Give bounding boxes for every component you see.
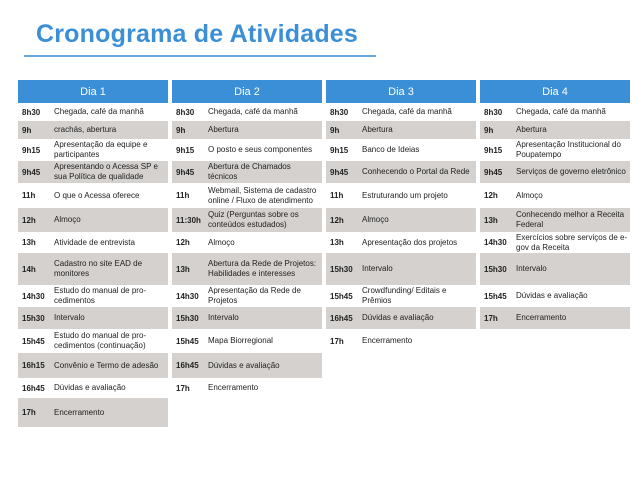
activity-cell: Encerramento [54, 407, 105, 417]
table-row [326, 208, 476, 232]
activity-cell: Webmail, Sistema de cadastro online / Fluxo de atendimento [208, 185, 317, 205]
time-cell: 12h [22, 215, 36, 225]
time-cell: 8h30 [330, 107, 349, 117]
day-1-column [18, 80, 168, 417]
time-cell: 15h30 [176, 313, 199, 323]
table-row [18, 329, 168, 353]
table-row [172, 208, 322, 232]
table-row [172, 121, 322, 139]
table-row [18, 232, 168, 253]
time-cell: 13h [330, 238, 344, 247]
table-row [480, 208, 630, 232]
time-cell: 11h [22, 191, 36, 200]
time-cell: 17h [22, 408, 36, 417]
table-row [480, 161, 630, 183]
table-row [18, 398, 168, 427]
table-row [480, 183, 630, 208]
activity-cell: Encerramento [362, 336, 413, 346]
activity-cell: O que o Acessa oferece [54, 190, 140, 200]
time-cell: 15h45 [176, 336, 199, 346]
time-cell: 15h30 [330, 264, 353, 274]
time-cell: 9h [330, 125, 340, 135]
time-cell: 15h30 [484, 264, 507, 274]
time-cell: 12h [330, 215, 344, 225]
activity-cell: Dúvidas e avaliação [54, 383, 126, 393]
activity-cell: Banco de Ideias [362, 145, 420, 155]
activity-cell: Apresentando o Acessa SP e sua Política de qualidade [54, 162, 158, 181]
day-header: Dia 2 [172, 80, 322, 103]
time-cell: 12h [176, 238, 190, 247]
table-row [18, 307, 168, 329]
time-cell: 9h45 [330, 167, 349, 177]
table-row [172, 183, 322, 208]
time-cell: 14h30 [176, 291, 199, 301]
activity-cell: Conhecendo o Portal da Rede [362, 167, 470, 177]
activity-cell: Almoço [54, 215, 81, 225]
activity-cell: Mapa Biorregional [208, 336, 273, 346]
time-cell: 13h [176, 264, 190, 274]
time-cell: 16h45 [22, 383, 45, 393]
activity-cell: Intervalo [516, 264, 547, 274]
activity-cell: Conhecendo melhor a Receita Federal [516, 210, 625, 229]
activity-cell: crachás, abertura [54, 125, 117, 135]
time-cell: 17h [484, 313, 498, 323]
table-row [326, 232, 476, 253]
activity-cell: Encerramento [208, 383, 259, 393]
time-cell: 9h15 [330, 145, 349, 155]
time-cell: 9h45 [176, 167, 195, 177]
activity-cell: Almoço [516, 190, 543, 200]
table-row [480, 103, 630, 121]
activity-cell: Apresentação Institucional do Poupatempo [516, 140, 621, 159]
activity-cell: Dúvidas e avaliação [516, 291, 588, 301]
time-cell: 8h30 [176, 107, 195, 117]
time-cell: 13h [22, 238, 36, 247]
activity-cell: Chegada, café da manhã [208, 107, 298, 117]
table-row [172, 103, 322, 121]
table-row [18, 285, 168, 307]
table-row [18, 208, 168, 232]
table-row [326, 307, 476, 329]
activity-cell: Almoço [208, 237, 235, 247]
table-row [326, 139, 476, 161]
activity-cell: Apresentação da equipe e participantes [54, 140, 148, 159]
table-row [18, 139, 168, 161]
time-cell: 15h45 [22, 336, 45, 346]
time-cell: 14h [22, 264, 36, 274]
activity-cell: Abertura da Rede de Projetos: Habilidades e interesses [208, 259, 317, 278]
table-row [18, 161, 168, 183]
activity-cell: O posto e seus componentes [208, 145, 313, 155]
time-cell: 11h [330, 191, 344, 200]
time-cell: 16h15 [22, 361, 45, 370]
time-cell: 9h [22, 125, 32, 135]
activity-cell: Intervalo [208, 313, 239, 323]
page-title: Cronograma de Atividades [36, 20, 358, 48]
table-row [172, 161, 322, 183]
table-row [172, 353, 322, 378]
activity-cell: Intervalo [54, 313, 85, 323]
table-row [18, 183, 168, 208]
table-row [326, 329, 476, 353]
activity-cell: Atividade de entrevista [54, 237, 135, 247]
activity-cell: Serviços de governo eletrônico [516, 167, 626, 177]
time-cell: 9h15 [22, 145, 41, 155]
table-row [18, 121, 168, 139]
table-row [326, 121, 476, 139]
time-cell: 11h [176, 191, 190, 200]
activity-cell: Abertura [516, 125, 547, 135]
activity-cell: Abertura de Chamados técnicos [208, 162, 291, 181]
time-cell: 15h45 [484, 291, 507, 301]
activity-cell: Encerramento [516, 313, 567, 323]
table-row [480, 232, 630, 253]
table-row [172, 285, 322, 307]
time-cell: 15h45 [330, 291, 353, 301]
activity-cell: Chegada, café da manhã [54, 107, 144, 117]
activity-cell: Exercícios sobre serviços de e-gov da Receita [516, 232, 628, 252]
table-row [480, 253, 630, 285]
time-cell: 17h [176, 383, 190, 393]
table-row [172, 307, 322, 329]
time-cell: 14h30 [484, 238, 507, 247]
time-cell: 8h30 [484, 107, 503, 117]
table-row [480, 285, 630, 307]
table-row [480, 121, 630, 139]
activity-cell: Quiz (Perguntas sobre os conteúdos estudados) [208, 210, 299, 229]
table-row [172, 139, 322, 161]
activity-cell: Abertura [208, 125, 239, 135]
day-header: Dia 3 [326, 80, 476, 103]
table-row [18, 253, 168, 285]
title-underline [24, 55, 376, 57]
table-row [326, 285, 476, 307]
activity-cell: Cadastro no site EAD de monitores [54, 259, 143, 278]
time-cell: 16h45 [330, 313, 353, 323]
table-row [326, 161, 476, 183]
activity-cell: Estruturando um projeto [362, 190, 448, 200]
table-row [18, 103, 168, 121]
time-cell: 9h15 [484, 145, 503, 155]
table-row [172, 329, 322, 353]
time-cell: 9h [176, 125, 186, 135]
activity-cell: Intervalo [362, 264, 393, 274]
activity-cell: Estudo do manual de pro-cedimentos (continuação) [54, 331, 147, 350]
activity-cell: Crowdfunding/ Editais e Prêmios [362, 286, 447, 305]
day-2-column [172, 80, 322, 393]
activity-cell: Dúvidas e avaliação [362, 313, 434, 323]
time-cell: 9h45 [484, 167, 503, 177]
activity-cell: Convênio e Termo de adesão [54, 360, 159, 370]
time-cell: 9h15 [176, 145, 195, 155]
time-cell: 9h45 [22, 167, 41, 177]
activity-cell: Apresentação dos projetos [362, 237, 458, 247]
activity-cell: Estudo do manual de pro-cedimentos [54, 286, 147, 305]
day-header: Dia 4 [480, 80, 630, 103]
day-4-column [480, 80, 630, 323]
activity-cell: Dúvidas e avaliação [208, 360, 280, 370]
table-row [18, 378, 168, 398]
time-cell: 15h30 [22, 313, 45, 323]
table-row [480, 139, 630, 161]
table-row [326, 183, 476, 208]
time-cell: 17h [330, 336, 344, 346]
activity-cell: Chegada, café da manhã [362, 107, 452, 117]
table-row [326, 253, 476, 285]
time-cell: 11:30h [176, 215, 201, 225]
time-cell: 8h30 [22, 107, 41, 117]
table-row [172, 253, 322, 285]
table-row [172, 232, 322, 253]
time-cell: 14h30 [22, 291, 45, 301]
table-row [172, 378, 322, 398]
time-cell: 9h [484, 125, 494, 135]
activity-cell: Almoço [362, 215, 389, 225]
activity-cell: Abertura [362, 125, 393, 135]
day-3-column [326, 80, 476, 346]
table-row [18, 353, 168, 378]
time-cell: 16h45 [176, 361, 199, 370]
activity-cell: Chegada, café da manhã [516, 107, 606, 117]
activity-cell: Apresentação da Rede de Projetos [208, 286, 301, 305]
table-row [480, 307, 630, 329]
time-cell: 13h [484, 215, 498, 225]
time-cell: 12h [484, 191, 498, 200]
table-row [326, 103, 476, 121]
day-header: Dia 1 [18, 80, 168, 103]
